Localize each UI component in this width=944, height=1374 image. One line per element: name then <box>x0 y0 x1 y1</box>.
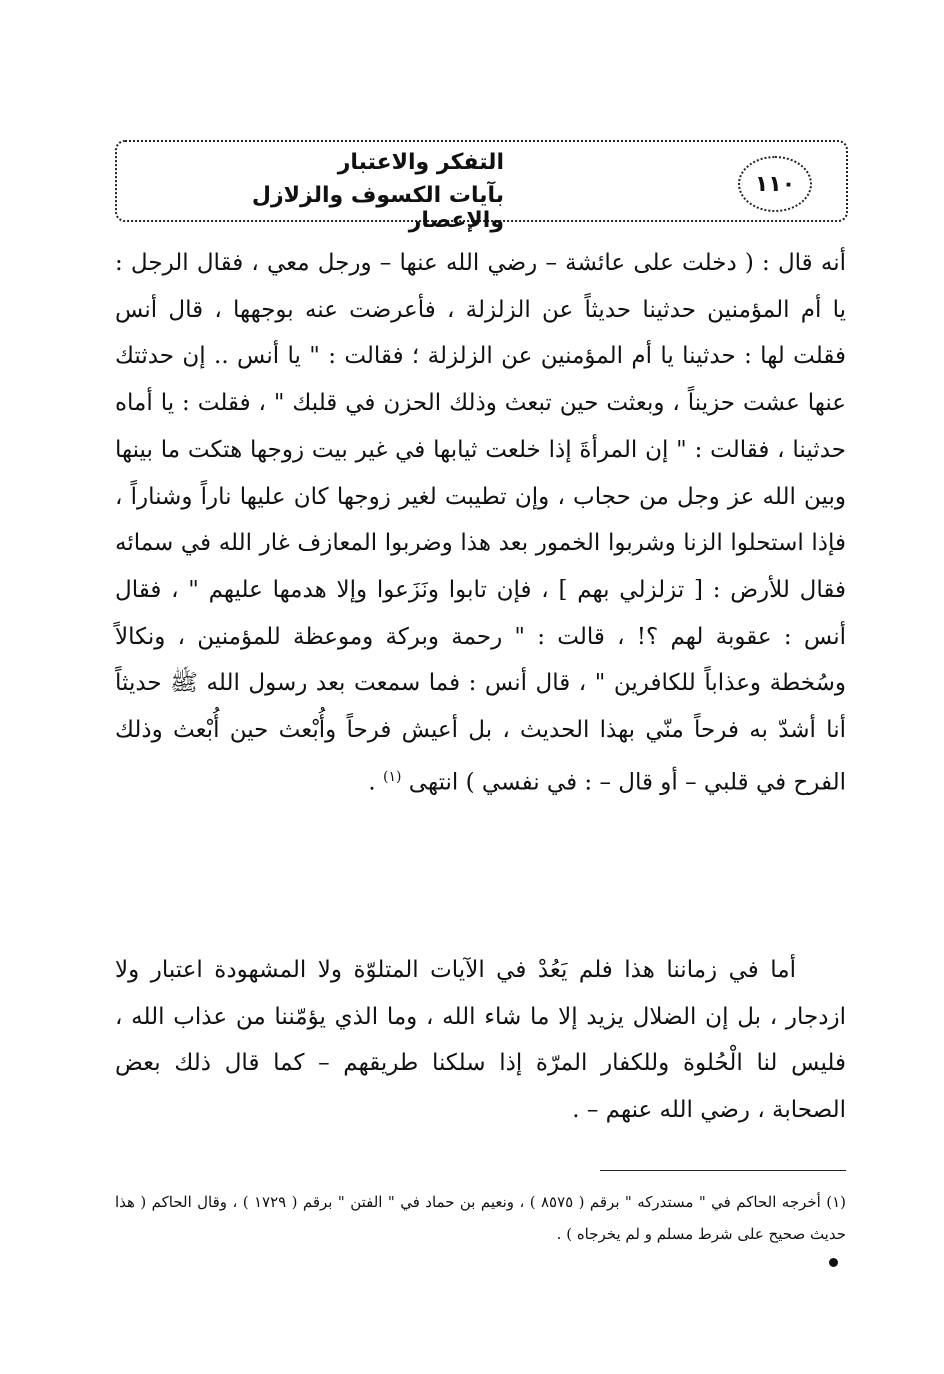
end-dot <box>829 1258 838 1267</box>
chapter-subtitle: بآيات الكسوف والزلازل والإعصار <box>251 183 504 233</box>
paragraph-commentary-text: أما في زماننا هذا فلم يَعُدْ في الآيات المتلوّة ولا المشهودة اعتبار ولا ازدجار ، بل إن الضلال يزيد إلا ما شاء الله ، وما الذي يؤمّننا من عذاب الله ، فليس لنا الْحُلوة وللكفار المرّة إذا سلكنا طريقهم – كما قال ذلك بعض الصحابة ، رضي الله عنهم – . <box>115 957 846 1124</box>
chapter-title: التفكر والاعتبار <box>337 150 504 175</box>
paragraph-commentary <box>115 947 846 1134</box>
footnote: (١) أخرجه الحاكم في " مستدركه " برقم ( ٨٥٧٥ ) ، ونعيم بن حماد في " الفتن " برقم ( ١٧٢٩ ) ، وقال الحاكم ( هذا حديث صحيح على شرط مسلم و لم يخرجاه ) . <box>115 1193 847 1243</box>
paragraph-hadith <box>115 240 846 806</box>
paragraph-hadith-end: . <box>368 769 384 796</box>
paragraph-hadith-text: أنه قال : ( دخلت على عائشة – رضي الله عنها – ورجل معي ، فقال الرجل : يا أم المؤمنين حدثينا حديثاً عن الزلزلة ، فأعرضت عنه بوجهها ، قال أنس فقلت لها : حدثينا يا أم المؤمنين عن الزلزلة ؛ فقالت : " يا أنس .. إن حدثتك عنها عشت حزيناً ، وبعثت حين تبعث وذلك الحزن في قلبك " ، فقلت : يا أماه حدثينا ، فقالت : " إن المرأةَ إذا خلعت ثيابها في غير بيت زوجها هتكت ما بينها وبين الله عز وجل من حجاب ، وإن تطيبت لغير زوجها كان عليها ناراً وشناراً ، فإذا استحلوا الزنا وشربوا الخمور بعد هذا وضربوا المعازف غار الله في سمائه فقال للأرض : [ تزلزلي بهم ] ، فإن تابوا ونَزَعوا وإلا هدمها عليهم " ، فقال أنس : عقوبة لهم ؟! ، قالت : " رحمة وبركة وموعظة للمؤمنين ، ونكالاً وسُخطة وعذاباً للكافرين " ، قال أنس : فما سمعت بعد رسول الله ﷺ حديثاً أنا أشدّ به فرحاً منّي بهذا الحديث ، بل أعيش فرحاً وأُبْعث حين أُبْعث وذلك الفرح في قلبي – أو قال – : في نفسي ) انتهى <box>115 250 846 796</box>
footnote-marker: (١) <box>383 768 402 785</box>
page-number: ١١٠ <box>738 156 812 212</box>
footnote-divider <box>600 1170 846 1171</box>
